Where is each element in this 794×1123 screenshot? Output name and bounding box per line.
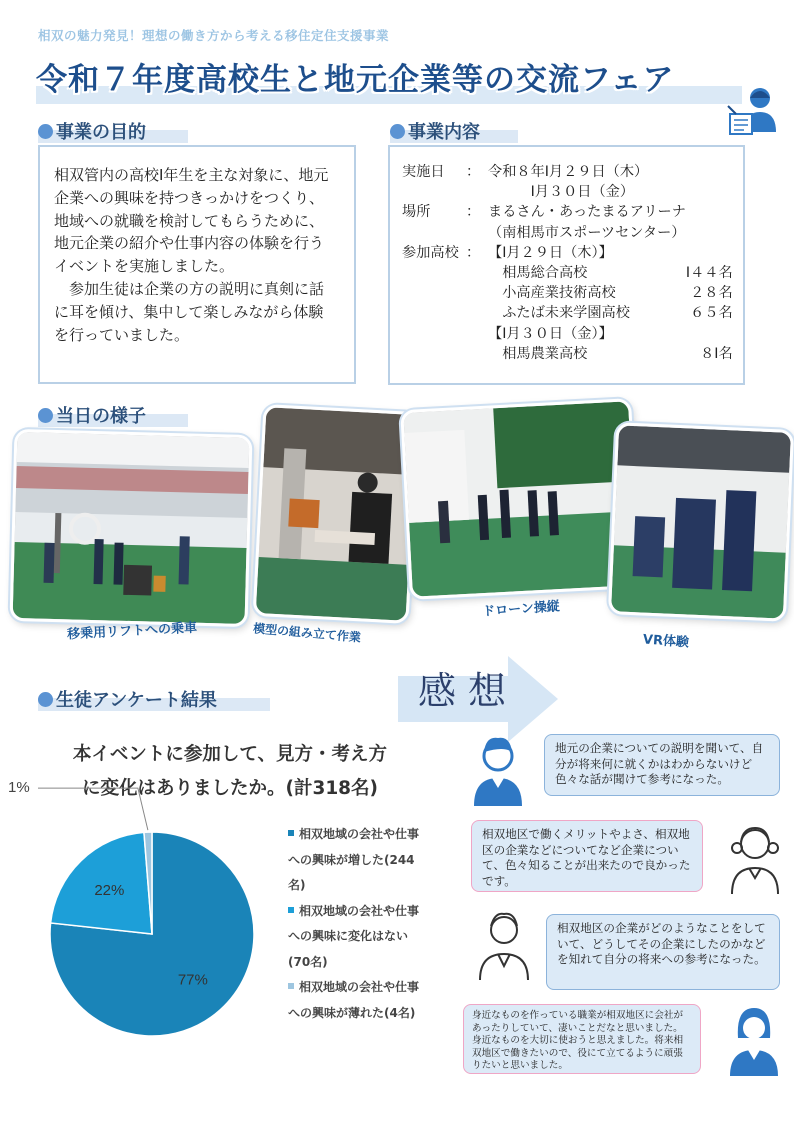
female-student-icon — [724, 822, 786, 896]
details-box — [388, 145, 745, 385]
legend-item — [288, 822, 458, 899]
pie-percent-label: 22% — [94, 882, 125, 900]
details-row — [402, 181, 739, 201]
teacher-icon — [726, 84, 786, 142]
details-label: 実施日 — [402, 164, 445, 180]
caption-drone: ドローン操縦 — [481, 599, 561, 620]
details-row — [402, 242, 739, 262]
details-label — [402, 262, 466, 282]
details-row — [402, 222, 739, 242]
purpose-paragraph: 参加生徒は企業の方の説明に真剣に話に耳を傾け、集中して楽しみながら体験を行っていました。 — [54, 279, 325, 344]
details-separator — [466, 262, 488, 282]
details-row — [402, 323, 739, 343]
page-subtitle: 相双の魅力発見！理想の働き方から考える移住定住支援事業 — [38, 28, 390, 43]
details-separator — [466, 181, 488, 201]
details-label — [402, 282, 466, 302]
purpose-paragraph: 相双管内の高校Ⅰ年生を主な対象に、地元企業への興味を持つきっかけをつくり、地域への就職を検討してもらうために、地元企業の紹介や仕事内容の体験を行うイベントを実施しました。 — [54, 166, 329, 276]
survey-question: 本イベントに参加して、見方・考え方 に変化はありましたか。(計318名) — [72, 744, 388, 799]
photo-lift — [10, 429, 253, 627]
details-table — [402, 161, 739, 363]
details-count — [686, 222, 739, 242]
details-count — [686, 242, 739, 262]
details-row — [402, 262, 739, 282]
legend-text: 相双地域の会社や仕事 — [299, 980, 420, 994]
details-heading: 事業内容 — [390, 118, 480, 144]
legend-text: への興味が薄れた(4名) — [288, 1005, 416, 1020]
details-separator — [466, 323, 488, 343]
female-student-icon — [724, 1004, 784, 1078]
details-row — [402, 161, 739, 181]
caption-model: 模型の組み立て作業 — [252, 621, 362, 645]
details-value: 相馬総合高校 — [488, 264, 588, 281]
page-title: 令和７年度高校生と地元企業等の交流フェア — [36, 62, 675, 98]
details-separator: ： — [466, 244, 481, 261]
legend-text: 相双地域の会社や仕事 — [299, 903, 420, 918]
comment-bubble: 相双地区の企業がどのようなことをしていて、どうしてその企業にしたのかなどを知れて自分の将来への参考になった。 — [546, 914, 780, 990]
legend-swatch — [288, 830, 294, 836]
details-value: 相馬農業高校 — [488, 345, 588, 362]
caption-lift: 移乗用リフトへの乗車 — [66, 620, 198, 643]
details-count — [686, 161, 739, 181]
legend-text: 相双地域の会社や仕事 — [299, 827, 420, 841]
bullet-dot-icon — [38, 692, 53, 707]
details-value: 小高産業技術高校 — [488, 285, 616, 302]
details-label: 場所 — [402, 204, 431, 221]
details-row — [402, 201, 739, 221]
pie-percent-label: 77% — [177, 971, 208, 989]
photo-drone — [400, 398, 641, 600]
details-separator — [466, 302, 488, 322]
male-student-icon — [470, 734, 526, 808]
comment-bubble: 相双地区で働くメリットやよさ、相双地区の企業などについてなど企業について、色々知ることが出来たので良かったです。 — [471, 820, 703, 892]
photo-vr — [608, 422, 794, 622]
details-count — [686, 181, 739, 201]
details-label — [402, 343, 466, 363]
bullet-dot-icon — [38, 408, 53, 423]
legend-text: への興味に変化はない — [288, 929, 409, 943]
details-row — [402, 302, 739, 322]
pie-leader-line — [38, 788, 148, 830]
purpose-heading: 事業の目的 — [38, 118, 146, 144]
details-separator: ： — [466, 204, 481, 221]
pie-legend — [288, 822, 458, 1026]
purpose-text — [40, 147, 354, 346]
legend-text: 名) — [288, 878, 306, 892]
details-value: Ⅰ月３０日（金） — [488, 184, 635, 201]
details-row — [402, 343, 739, 363]
details-count — [686, 323, 739, 343]
comment-bubble: 地元の企業についての説明を聞いて、自分が将来何に就くかはわからないけど色々な話が聞けて参考になった。 — [544, 734, 780, 796]
photo-model — [253, 404, 420, 624]
impressions-heading: 感想 — [418, 669, 519, 713]
legend-item — [288, 975, 458, 1026]
survey-pie-chart — [0, 770, 300, 1050]
details-value: 令和８年Ⅰ月２９日（木） — [488, 164, 649, 180]
legend-swatch — [288, 983, 294, 989]
details-label — [402, 222, 466, 242]
legend-text: への興味が増した(244 — [288, 852, 415, 867]
details-label — [402, 323, 466, 343]
details-label: 参加高校 — [402, 244, 459, 261]
details-count: ８Ⅰ名 — [700, 345, 733, 362]
bullet-dot-icon — [38, 124, 53, 139]
survey-heading: 生徒アンケート結果 — [38, 686, 217, 712]
details-row — [402, 282, 739, 302]
details-separator: ： — [466, 164, 481, 180]
details-count: ６５名 — [690, 305, 733, 322]
details-count: ２８名 — [690, 285, 733, 302]
pie-percent-label: 1% — [8, 779, 30, 797]
scene-heading: 当日の様子 — [38, 402, 146, 428]
details-value: （南相馬市スポーツセンター） — [488, 224, 686, 241]
bullet-dot-icon — [390, 124, 405, 139]
details-value: 【Ⅰ月２９日（木）】 — [488, 244, 613, 261]
details-value: 【Ⅰ月３０日（金）】 — [488, 325, 613, 342]
details-count — [686, 201, 739, 221]
caption-vr: VR体験 — [642, 632, 690, 651]
details-count: Ⅰ４４名 — [685, 264, 733, 281]
details-separator — [466, 343, 488, 363]
details-label — [402, 302, 466, 322]
purpose-box — [38, 145, 356, 384]
legend-text: (70名) — [288, 954, 328, 969]
details-label — [402, 181, 466, 201]
details-separator — [466, 282, 488, 302]
comment-bubble: 身近なものを作っている職業が相双地区に会社があったりしていて、凄いことだなと思いました。身近なものを大切に使おうと思えました。将来相双地区で働きたいので、役にて立てるように頑張りたいと思いました。 — [463, 1004, 701, 1074]
legend-item — [288, 899, 458, 976]
legend-swatch — [288, 907, 294, 913]
details-separator — [466, 222, 488, 242]
male-student-icon — [476, 908, 532, 982]
details-value: ふたば未来学園高校 — [488, 305, 630, 322]
details-value: まるさん・あったまるアリーナ — [488, 204, 686, 221]
